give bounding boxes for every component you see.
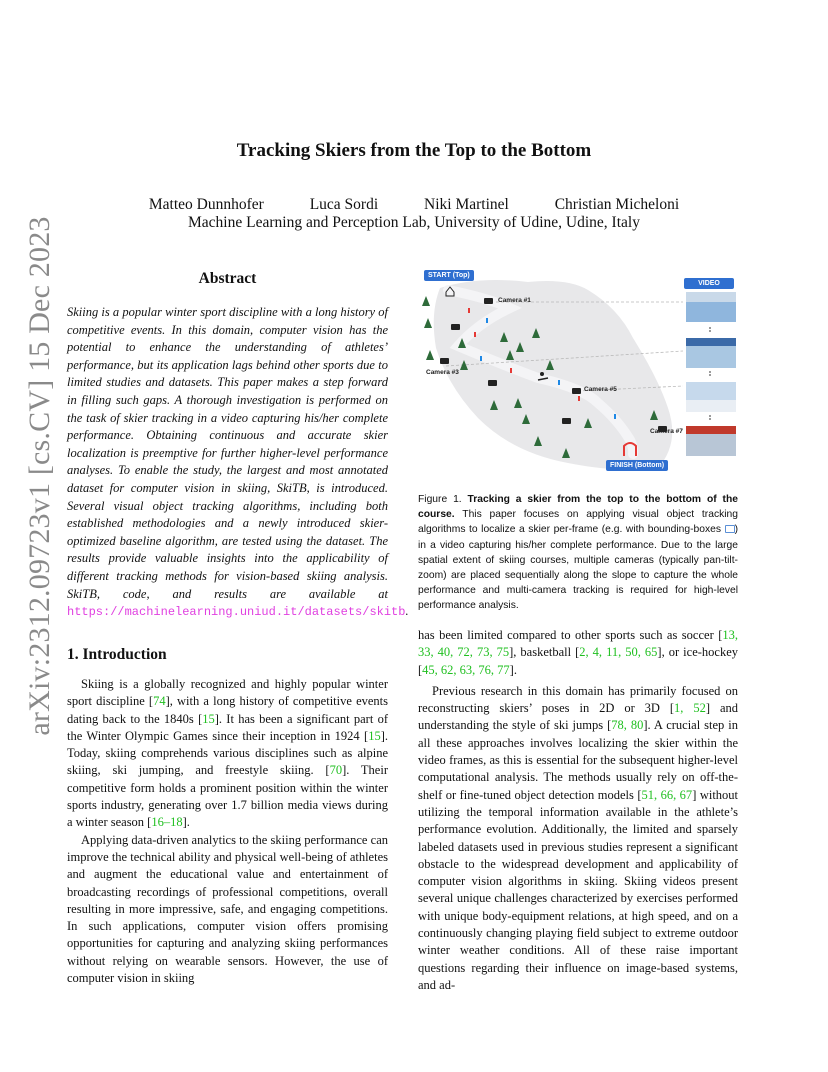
- author-name: Christian Micheloni: [554, 196, 680, 213]
- abstract-body: [67, 304, 409, 622]
- paragraph: [418, 683, 738, 994]
- citation-link[interactable]: 2, 4, 11, 50, 65: [579, 645, 658, 660]
- text-run: ].: [182, 815, 190, 830]
- citation-link[interactable]: 16–18: [151, 815, 183, 830]
- figure-1-caption: [418, 492, 738, 614]
- caption-text: ) in a video capturing his/her complete performance. Due to the large spatial extent of skiing courses, multiple cameras (typically pan-tilt-zoom) are placed sequentially along the slope to capture the whole performance and multi-camera tracking is required for high-level performance analysis.: [418, 524, 738, 612]
- paragraph: Applying data-driven analytics to the skiing performance can improve the technical ability and physical well-being of athletes and augment the educational value and entertainment of broadcasting recordings of professional competitions, overall resulting in more impressive, safe, and engaging competitions. In such applications, computer vision offers promising opportunities for capturing and analyzing skiing performances without relying on wearable sensors. However, the use of computer vision in skiing: [67, 832, 388, 986]
- paragraph: [418, 627, 738, 679]
- ski-course-illustration: [418, 268, 738, 478]
- citation-link[interactable]: 15: [368, 728, 381, 743]
- camera-label: Camera #3: [426, 369, 459, 376]
- paper-title: Tracking Skiers from the Top to the Bottom: [236, 140, 592, 161]
- citation-link[interactable]: 74: [153, 694, 166, 709]
- citation-link[interactable]: 1, 52: [674, 701, 706, 716]
- text-run: ], or ice-hockey [: [418, 645, 738, 677]
- finish-label: FINISH (Bottom): [606, 460, 668, 471]
- citation-link[interactable]: 78, 80: [611, 718, 644, 733]
- intro-left-column: [67, 676, 388, 987]
- arxiv-stamp-text: arXiv:2312.09723v1 [cs.CV] 15 Dec 2023: [23, 216, 56, 736]
- abstract-text: Skiing is a popular winter sport discipline with a long history of competitive events. In this domain, computer vision has the potential to enhance the understanding of athletes’ performance, but its application lags behind other sports due to limited studies and datasets. This paper makes a step forward in filling such gaps. A thorough investigation is performed on the task of skier tracking in a video capturing his/her complete performance. Obtaining continuous and accurate skier localization is preemptive for further higher-level performance analyses. To enable the study, the largest and most annotated dataset for computer vision in skiing, SkiTB, is introduced. Several visual object tracking algorithms, including both established methodologies and a newly introduced skier-optimized baseline algorithm, are tested using the dataset. The results provide valuable insights into the applicability of different tracking methods for vision-based skiing analysis. SkiTB, code, and results are available at: [67, 305, 388, 601]
- text-run: ]. Their competitive form holds a prominent position within the winter sports industry, generating over 1.7 billion media views during a winter season [: [67, 763, 388, 830]
- text-run: ]. It has been a significant part of the Winter Olympic Games since their inception in 1924 [: [67, 711, 388, 743]
- video-frames: [686, 292, 736, 456]
- intro-right-column: [418, 627, 738, 994]
- author-name: Matteo Dunnhofer: [148, 196, 264, 213]
- author-name: Niki Martinel: [424, 196, 509, 213]
- citation-link[interactable]: 13, 33, 40, 72, 73, 75: [418, 628, 738, 660]
- camera-label: Camera #1: [498, 297, 531, 304]
- dataset-link[interactable]: https://machinelearning.uniud.it/datasets/skitb: [67, 605, 406, 620]
- citation-link[interactable]: 45, 62, 63, 76, 77: [422, 662, 510, 677]
- start-label: START (Top): [424, 270, 474, 281]
- abstract-heading: Abstract: [198, 270, 257, 287]
- citation-link[interactable]: 15: [202, 711, 215, 726]
- caption-text: This paper focuses on applying visual object tracking algorithms to localize a skier per-frame (e.g. with bounding-boxes: [418, 509, 738, 536]
- citation-link[interactable]: 51, 66, 67: [641, 787, 693, 802]
- text-run: ], with a long history of competitive events dating back to the 1840s [: [67, 694, 389, 726]
- text-run: ] without utilizing the temporal information available in the athlete’s performance evolution. Additionally, the limited and sparsely labeled datasets used in previous studies represent a significant obstacle to the widespread development and applicability of computer vision algorithms in skiing. Skiing videos present several unique challenges characterized by exercises performed with unique body-equipment relations, at high speed, and on a continuously changing playing field subject to extreme outdoor winter weather conditions. All of these raise important questions regarding their influence on image-based systems, and ad-: [418, 787, 739, 992]
- citation-link[interactable]: 70: [329, 763, 343, 778]
- paragraph: [67, 676, 388, 832]
- camera-label: Camera #5: [584, 386, 617, 393]
- text-run: ].: [509, 662, 517, 677]
- abstract-end: .: [405, 604, 409, 619]
- affiliation: Machine Learning and Perception Lab, University of Udine, Udine, Italy: [188, 214, 640, 231]
- caption-prefix: Figure 1.: [418, 494, 462, 505]
- camera-label: Camera #7: [650, 428, 683, 435]
- bounding-box-icon: [725, 525, 735, 533]
- text-run: Previous research in this domain has primarily focused on reconstructing skiers’ poses in 2D or 3D [: [418, 683, 738, 716]
- text-run: Skiing is a globally recognized and highly popular winter sport discipline [: [67, 677, 388, 709]
- caption-bold: Tracking a skier from the top to the bottom of the course.: [418, 494, 738, 521]
- text-run: ]. A crucial step in all these approaches involves localizing the skier within the video frames, as this is essential for the subsequent higher-level computational analysis. The methods usually rely on off-the-shelf or fine-tuned object detection models [: [418, 718, 738, 802]
- section-heading: 1. Introduction: [67, 646, 167, 663]
- text-run: ] and understanding the style of ski jumps [: [418, 701, 739, 733]
- video-label: VIDEO: [684, 278, 734, 289]
- text-run: ], basketball [: [509, 645, 580, 660]
- text-run: ]. Today, skiing comprehends various disciplines such as alpine skiing, ski jumping, and freestyle skiing. [: [67, 728, 388, 778]
- figure-1: [418, 268, 738, 478]
- author-list: [0, 196, 828, 214]
- text-run: has been limited compared to other sports such as soccer [: [418, 628, 723, 642]
- arxiv-stamp: [19, 216, 61, 736]
- author-name: Luca Sordi: [309, 196, 379, 213]
